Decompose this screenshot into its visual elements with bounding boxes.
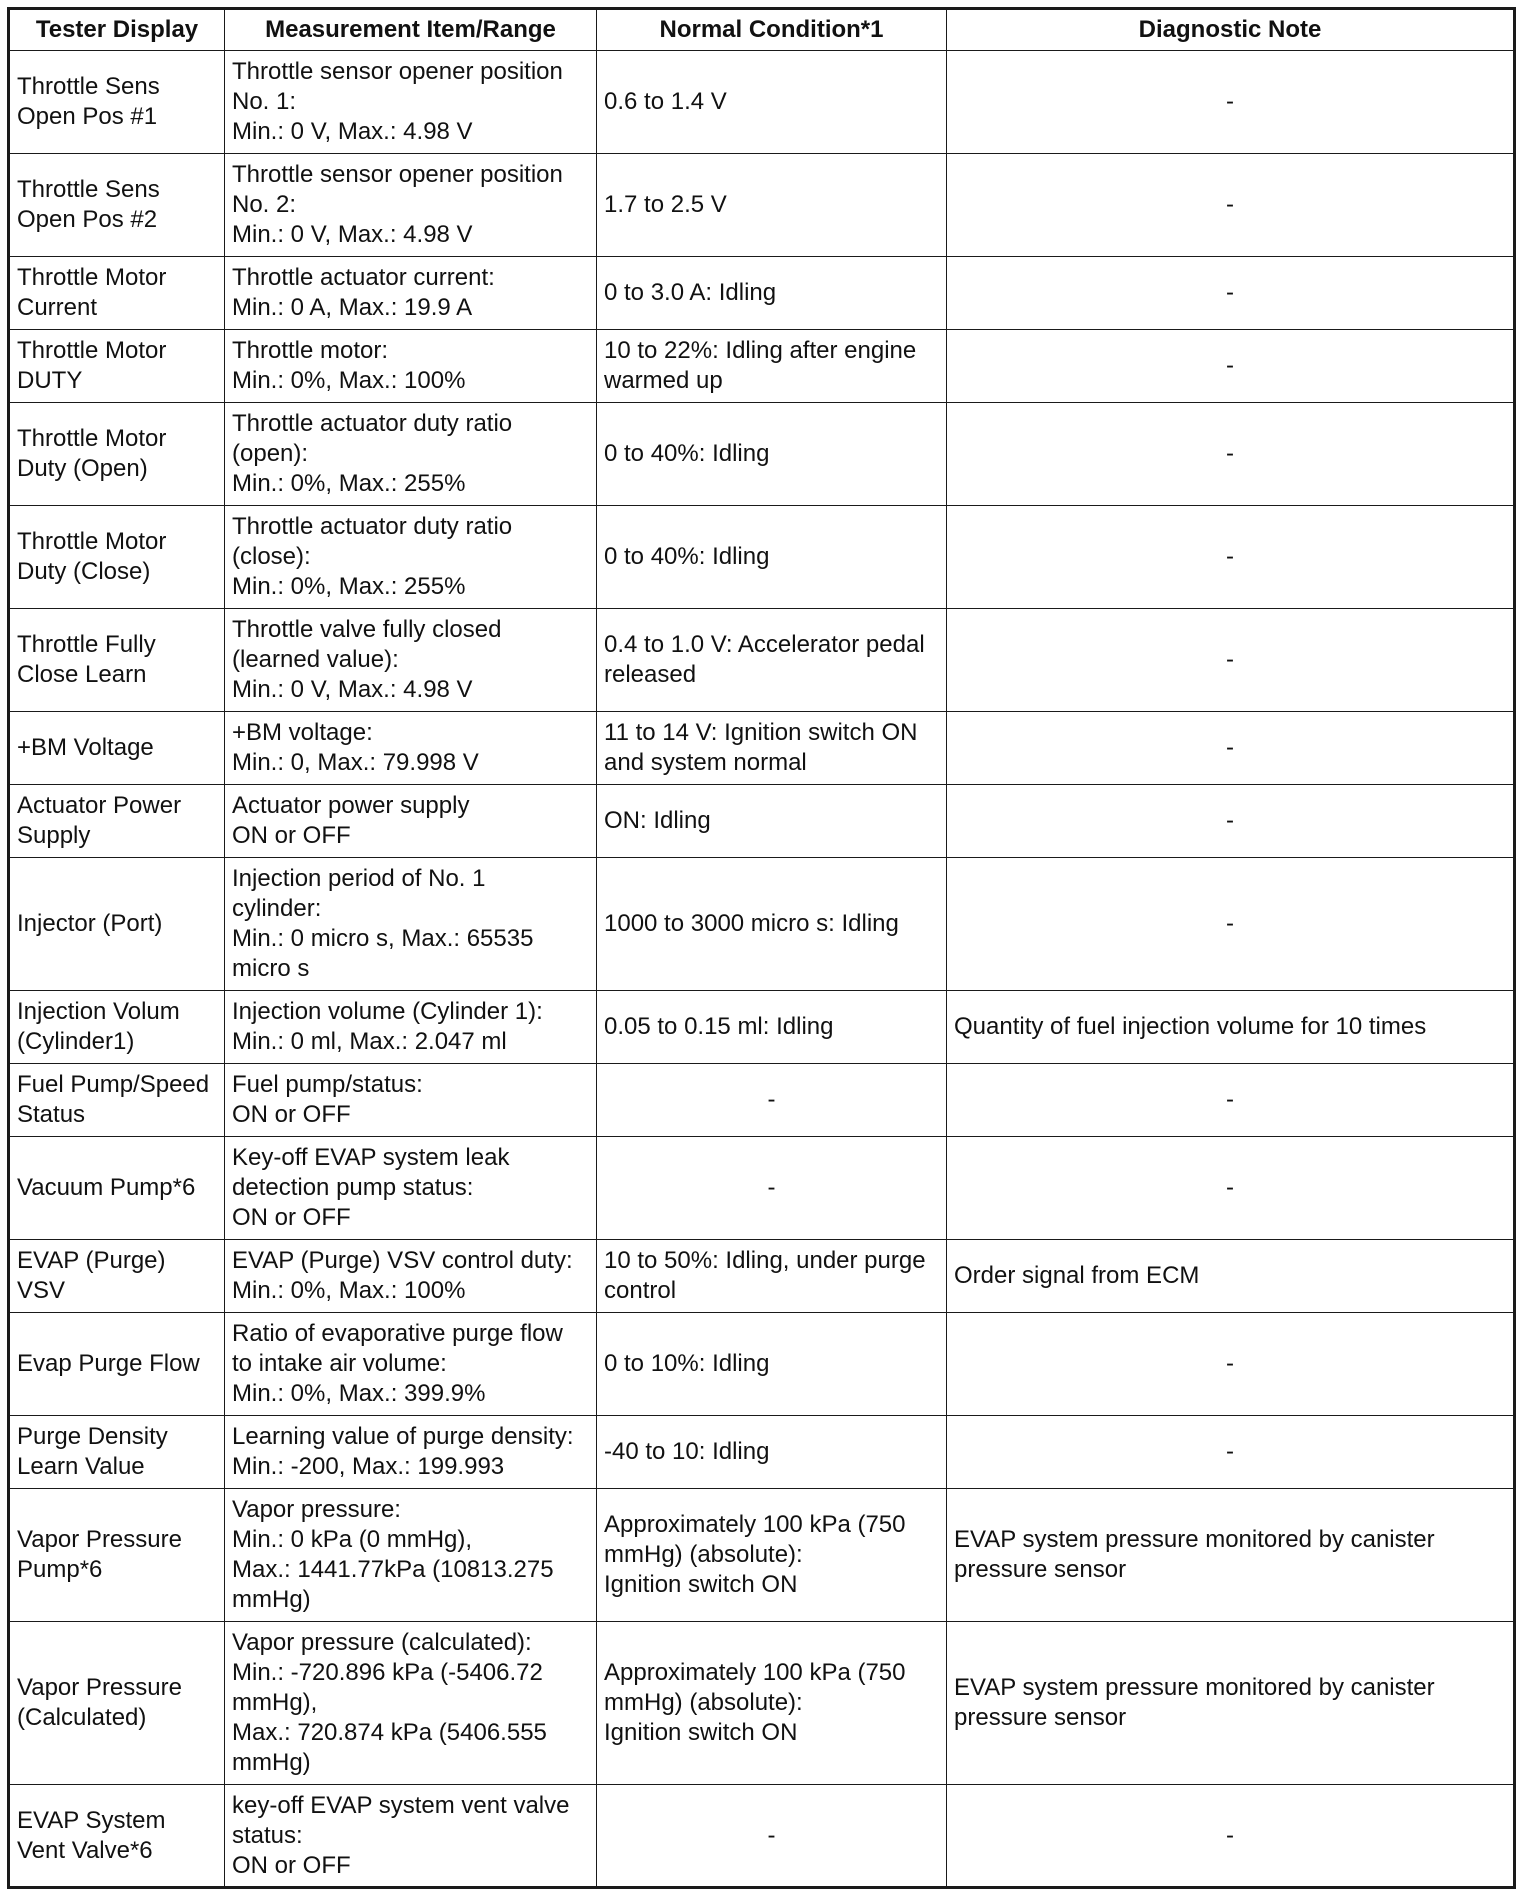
normal-condition-cell <box>597 403 947 506</box>
diagnostic-note-cell <box>947 1064 1515 1137</box>
table-row <box>9 1785 1515 1888</box>
cell-text-line: Throttle actuator duty ratio <box>232 513 513 540</box>
table-row <box>9 991 1515 1064</box>
tester-display-cell <box>9 785 225 858</box>
cell-text-line: Min.: 0 A, Max.: 19.9 A <box>232 294 473 321</box>
cell-text-line: Supply <box>17 822 91 849</box>
cell-text-line: EVAP system pressure monitored by canister <box>954 1526 1435 1553</box>
table-body <box>9 51 1515 1888</box>
table-row <box>9 330 1515 403</box>
cell-text-line: Min.: 0%, Max.: 255% <box>232 573 466 600</box>
cell-text-line: DUTY <box>17 367 83 394</box>
cell-text-line: Vapor Pressure <box>17 1674 182 1701</box>
diagnostic-note-cell <box>947 712 1515 785</box>
cell-text-line: Throttle valve fully closed <box>232 616 502 643</box>
cell-text-line: 0 to 3.0 A: Idling <box>604 279 777 306</box>
cell-text-line: Min.: 0%, Max.: 100% <box>232 1277 466 1304</box>
table-row <box>9 1240 1515 1313</box>
table-row <box>9 785 1515 858</box>
normal-condition-cell <box>597 506 947 609</box>
cell-text-line: Min.: 0 micro s, Max.: 65535 <box>232 925 534 952</box>
cell-text-line: Min.: 0, Max.: 79.998 V <box>232 749 479 776</box>
cell-text-line: -40 to 10: Idling <box>604 1438 770 1465</box>
normal-condition-cell <box>597 154 947 257</box>
cell-text-line: Throttle Motor <box>17 425 167 452</box>
cell-text-line: mmHg) (absolute): <box>604 1689 803 1716</box>
diagnostic-note-cell <box>947 609 1515 712</box>
tester-display-cell <box>9 154 225 257</box>
normal-condition-cell <box>597 330 947 403</box>
normal-condition-cell <box>597 858 947 991</box>
cell-text-line: Injector (Port) <box>17 910 163 937</box>
table-row <box>9 609 1515 712</box>
tester-display-cell <box>9 1064 225 1137</box>
cell-text-line: Open Pos #1 <box>17 103 158 130</box>
cell-text-line: 0 to 40%: Idling <box>604 440 770 467</box>
cell-text-line: Throttle Sens <box>17 73 160 100</box>
cell-text-line: EVAP system pressure monitored by canister <box>954 1674 1435 1701</box>
cell-text-line: Injection volume (Cylinder 1): <box>232 998 543 1025</box>
tester-display-cell <box>9 51 225 154</box>
tester-display-cell <box>9 403 225 506</box>
cell-text-line: Vapor pressure: <box>232 1496 401 1523</box>
measurement-cell <box>225 257 597 330</box>
tester-display-cell <box>9 609 225 712</box>
cell-text-line: - <box>1226 1821 1234 1849</box>
cell-text-line: Evap Purge Flow <box>17 1350 200 1377</box>
cell-text-line: 1000 to 3000 micro s: Idling <box>604 910 899 937</box>
cell-text-line: - <box>1226 646 1234 673</box>
tester-display-cell <box>9 1416 225 1489</box>
cell-text-line: Min.: 0 V, Max.: 4.98 V <box>232 118 473 145</box>
normal-condition-cell <box>597 712 947 785</box>
cell-text-line: pressure sensor <box>954 1556 1127 1583</box>
cell-text-line: Fuel Pump/Speed <box>17 1071 210 1098</box>
cell-text-line: - <box>1226 279 1234 306</box>
table-row <box>9 858 1515 991</box>
measurement-cell <box>225 712 597 785</box>
cell-text-line: VSV <box>17 1277 66 1304</box>
normal-condition-cell <box>597 1416 947 1489</box>
cell-text-line: 0 to 10%: Idling <box>604 1350 770 1377</box>
cell-text-line: ON or OFF <box>232 822 351 849</box>
cell-text-line: Vapor Pressure <box>17 1526 182 1553</box>
cell-text-line: Throttle motor: <box>232 337 389 364</box>
cell-text-line: Close Learn <box>17 661 147 688</box>
cell-text-line: - <box>1226 191 1234 218</box>
normal-condition-cell <box>597 785 947 858</box>
cell-text-line: Max.: 720.874 kPa (5406.555 <box>232 1719 547 1746</box>
cell-text-line: Throttle sensor opener position <box>232 161 563 188</box>
cell-text-line: Learn Value <box>17 1453 145 1480</box>
cell-text-line: Key-off EVAP system leak <box>232 1144 510 1171</box>
header-diagnostic-note: Diagnostic Note <box>947 9 1515 51</box>
tester-display-cell <box>9 1785 225 1888</box>
cell-text-line: Purge Density <box>17 1423 168 1450</box>
table-header-row <box>9 9 1515 51</box>
table-row <box>9 506 1515 609</box>
cell-text-line: EVAP (Purge) VSV control duty: <box>232 1247 573 1274</box>
cell-text-line: mmHg) <box>232 1586 311 1613</box>
cell-text-line: - <box>1226 734 1234 761</box>
cell-text-line: mmHg), <box>232 1689 318 1716</box>
measurement-cell <box>225 1137 597 1240</box>
measurement-cell <box>225 1416 597 1489</box>
cell-text-line: Min.: 0 kPa (0 mmHg), <box>232 1526 473 1553</box>
normal-condition-cell <box>597 1313 947 1416</box>
cell-text-line: 1.7 to 2.5 V <box>604 191 727 218</box>
cell-text-line: No. 1: <box>232 88 297 115</box>
data-list-table <box>7 7 1516 1889</box>
tester-display-cell <box>9 1313 225 1416</box>
spec-table-container <box>7 7 1516 1889</box>
header-normal-condition: Normal Condition*1 <box>597 9 947 51</box>
cell-text-line: EVAP System <box>17 1806 166 1834</box>
normal-condition-cell <box>597 1064 947 1137</box>
measurement-cell <box>225 506 597 609</box>
diagnostic-note-cell <box>947 51 1515 154</box>
cell-text-line: EVAP (Purge) <box>17 1247 166 1274</box>
table-row <box>9 1313 1515 1416</box>
cell-text-line: - <box>1226 1438 1234 1465</box>
cell-text-line: Min.: 0%, Max.: 255% <box>232 470 466 497</box>
cell-text-line: Throttle actuator current: <box>232 264 495 291</box>
cell-text-line: - <box>1226 352 1234 379</box>
tester-display-cell <box>9 330 225 403</box>
diagnostic-note-cell <box>947 506 1515 609</box>
cell-text-line: Learning value of purge density: <box>232 1423 574 1450</box>
cell-text-line: Ignition switch ON <box>604 1719 798 1746</box>
normal-condition-cell <box>597 51 947 154</box>
cell-text-line: Min.: 0 ml, Max.: 2.047 ml <box>232 1028 507 1055</box>
cell-text-line: - <box>767 1086 776 1113</box>
cell-text-line: - <box>767 1174 776 1201</box>
cell-text-line: ON or OFF <box>232 1101 351 1128</box>
table-row <box>9 1137 1515 1240</box>
cell-text-line: Order signal from ECM <box>954 1262 1200 1289</box>
cell-text-line: ON or OFF <box>232 1851 351 1879</box>
diagnostic-note-cell <box>947 1785 1515 1888</box>
cell-text-line: Open Pos #2 <box>17 206 158 233</box>
cell-text-line: - <box>1226 1174 1234 1201</box>
measurement-cell <box>225 1240 597 1313</box>
normal-condition-cell <box>597 1622 947 1785</box>
cell-text-line: (Cylinder1) <box>17 1028 135 1055</box>
tester-display-cell <box>9 257 225 330</box>
header-measurement-item: Measurement Item/Range <box>225 9 597 51</box>
cell-text-line: key-off EVAP system vent valve <box>232 1791 570 1819</box>
cell-text-line: control <box>604 1277 677 1304</box>
cell-text-line: detection pump status: <box>232 1174 474 1201</box>
diagnostic-note-cell <box>947 1489 1515 1622</box>
cell-text-line: - <box>1226 1086 1234 1113</box>
diagnostic-note-cell <box>947 1313 1515 1416</box>
cell-text-line: Injection period of No. 1 <box>232 865 486 892</box>
measurement-cell <box>225 403 597 506</box>
table-row <box>9 712 1515 785</box>
table-row <box>9 1622 1515 1785</box>
cell-text-line: Vacuum Pump*6 <box>17 1174 196 1201</box>
diagnostic-note-cell <box>947 858 1515 991</box>
cell-text-line: ON: Idling <box>604 807 711 834</box>
cell-text-line: status: <box>232 1821 303 1849</box>
cell-text-line: (learned value): <box>232 646 399 673</box>
tester-display-cell <box>9 1240 225 1313</box>
cell-text-line: mmHg) <box>232 1749 311 1776</box>
cell-text-line: - <box>767 1821 776 1849</box>
tester-display-cell <box>9 712 225 785</box>
measurement-cell <box>225 858 597 991</box>
measurement-cell <box>225 609 597 712</box>
cell-text-line: 0.4 to 1.0 V: Accelerator pedal <box>604 631 925 658</box>
tester-display-cell <box>9 991 225 1064</box>
cell-text-line: to intake air volume: <box>232 1350 447 1377</box>
cell-text-line: - <box>1226 1350 1234 1377</box>
cell-text-line: Pump*6 <box>17 1556 103 1583</box>
cell-text-line: 10 to 50%: Idling, under purge <box>604 1247 926 1274</box>
cell-text-line: +BM voltage: <box>232 719 373 746</box>
cell-text-line: - <box>1226 910 1234 937</box>
cell-text-line: (open): <box>232 440 309 467</box>
cell-text-line: Duty (Open) <box>17 455 148 482</box>
table-row <box>9 1489 1515 1622</box>
header-tester-display: Tester Display <box>9 9 225 51</box>
normal-condition-cell <box>597 609 947 712</box>
cell-text-line: Throttle Sens <box>17 176 160 203</box>
cell-text-line: Vapor pressure (calculated): <box>232 1629 532 1656</box>
cell-text-line: 0.05 to 0.15 ml: Idling <box>604 1013 834 1040</box>
measurement-cell <box>225 1064 597 1137</box>
cell-text-line: Min.: -200, Max.: 199.993 <box>232 1453 505 1480</box>
measurement-cell <box>225 1489 597 1622</box>
cell-text-line: Throttle actuator duty ratio <box>232 410 513 437</box>
cell-text-line: 0.6 to 1.4 V <box>604 88 727 115</box>
diagnostic-note-cell <box>947 154 1515 257</box>
diagnostic-note-cell <box>947 330 1515 403</box>
cell-text-line: 0 to 40%: Idling <box>604 543 770 570</box>
table-row <box>9 1064 1515 1137</box>
measurement-cell <box>225 51 597 154</box>
cell-text-line: released <box>604 661 697 688</box>
cell-text-line: mmHg) (absolute): <box>604 1541 803 1568</box>
cell-text-line: (close): <box>232 543 311 570</box>
cell-text-line: Throttle Motor <box>17 528 167 555</box>
table-row <box>9 403 1515 506</box>
cell-text-line: and system normal <box>604 749 807 776</box>
normal-condition-cell <box>597 1240 947 1313</box>
measurement-cell <box>225 785 597 858</box>
normal-condition-cell <box>597 1785 947 1888</box>
cell-text-line: - <box>1226 543 1234 570</box>
tester-display-cell <box>9 1622 225 1785</box>
cell-text-line: pressure sensor <box>954 1704 1127 1731</box>
diagnostic-note-cell <box>947 785 1515 858</box>
cell-text-line: Min.: 0%, Max.: 100% <box>232 367 466 394</box>
cell-text-line: Status <box>17 1101 86 1128</box>
cell-text-line: Ratio of evaporative purge flow <box>232 1320 563 1347</box>
tester-display-cell <box>9 1489 225 1622</box>
cell-text-line: Vent Valve*6 <box>17 1836 153 1864</box>
table-row <box>9 1416 1515 1489</box>
normal-condition-cell <box>597 991 947 1064</box>
cell-text-line: Quantity of fuel injection volume for 10 times <box>954 1013 1427 1040</box>
normal-condition-cell <box>597 1489 947 1622</box>
cell-text-line: warmed up <box>604 367 723 394</box>
table-row <box>9 154 1515 257</box>
cell-text-line: Current <box>17 294 98 321</box>
diagnostic-note-cell <box>947 1240 1515 1313</box>
table-row <box>9 257 1515 330</box>
cell-text-line: (Calculated) <box>17 1704 147 1731</box>
cell-text-line: ON or OFF <box>232 1204 351 1231</box>
tester-display-cell <box>9 506 225 609</box>
cell-text-line: Fuel pump/status: <box>232 1071 423 1098</box>
cell-text-line: Actuator power supply <box>232 792 470 819</box>
measurement-cell <box>225 154 597 257</box>
normal-condition-cell <box>597 1137 947 1240</box>
tester-display-cell <box>9 1137 225 1240</box>
table-row <box>9 51 1515 154</box>
cell-text-line: Min.: 0 V, Max.: 4.98 V <box>232 676 473 703</box>
cell-text-line: Throttle Fully <box>17 631 156 658</box>
cell-text-line: - <box>1226 440 1234 467</box>
cell-text-line: cylinder: <box>232 895 322 922</box>
cell-text-line: Throttle sensor opener position <box>232 58 563 85</box>
cell-text-line: - <box>1226 88 1234 115</box>
cell-text-line: Approximately 100 kPa (750 <box>604 1511 906 1538</box>
cell-text-line: 10 to 22%: Idling after engine <box>604 337 917 364</box>
cell-text-line: Throttle Motor <box>17 264 167 291</box>
cell-text-line: Min.: -720.896 kPa (-5406.72 <box>232 1659 543 1686</box>
diagnostic-note-cell <box>947 1137 1515 1240</box>
measurement-cell <box>225 330 597 403</box>
cell-text-line: Throttle Motor <box>17 337 167 364</box>
diagnostic-note-cell <box>947 991 1515 1064</box>
cell-text-line: Injection Volum <box>17 998 180 1025</box>
cell-text-line: No. 2: <box>232 191 297 218</box>
measurement-cell <box>225 1313 597 1416</box>
measurement-cell <box>225 1622 597 1785</box>
cell-text-line: Ignition switch ON <box>604 1571 798 1598</box>
diagnostic-note-cell <box>947 1416 1515 1489</box>
cell-text-line: Approximately 100 kPa (750 <box>604 1659 906 1686</box>
diagnostic-note-cell <box>947 257 1515 330</box>
measurement-cell <box>225 991 597 1064</box>
normal-condition-cell <box>597 257 947 330</box>
cell-text-line: +BM Voltage <box>17 734 154 761</box>
cell-text-line: Min.: 0%, Max.: 399.9% <box>232 1380 486 1407</box>
cell-text-line: - <box>1226 807 1234 834</box>
diagnostic-note-cell <box>947 403 1515 506</box>
cell-text-line: 11 to 14 V: Ignition switch ON <box>604 719 918 746</box>
cell-text-line: Min.: 0 V, Max.: 4.98 V <box>232 221 473 248</box>
tester-display-cell <box>9 858 225 991</box>
cell-text-line: Duty (Close) <box>17 558 151 585</box>
cell-text-line: micro s <box>232 955 310 982</box>
cell-text-line: Actuator Power <box>17 792 182 819</box>
measurement-cell <box>225 1785 597 1888</box>
diagnostic-note-cell <box>947 1622 1515 1785</box>
cell-text-line: Max.: 1441.77kPa (10813.275 <box>232 1556 554 1583</box>
